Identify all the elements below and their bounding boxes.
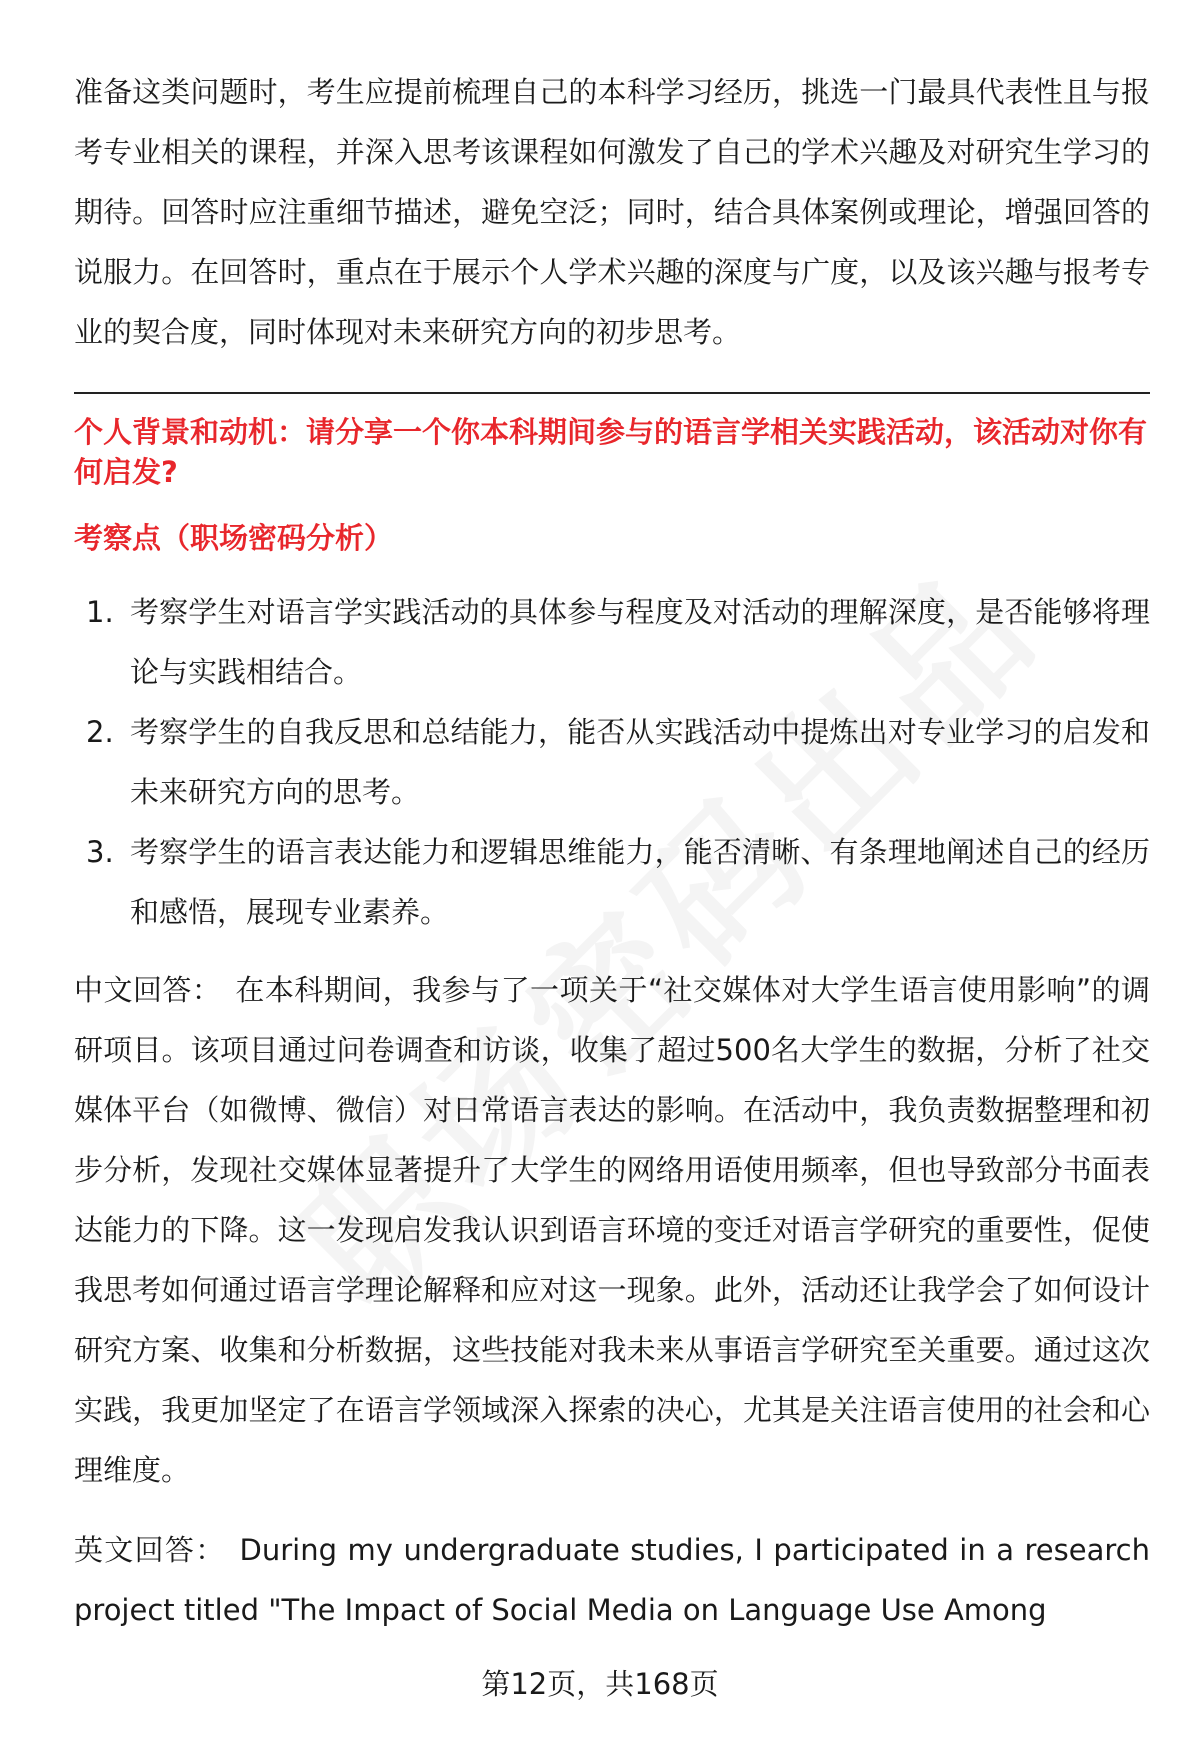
points-heading: 考察点（职场密码分析） — [74, 521, 394, 555]
list-item — [74, 822, 1150, 942]
list-item-number: 2. — [86, 715, 114, 749]
list-item-text: 考察学生的自我反思和总结能力，能否从实践活动中提炼出对专业学习的启发和未来研究方向的思考。 — [130, 715, 1150, 809]
list-item-text: 考察学生的语言表达能力和逻辑思维能力，能否清晰、有条理地阐述自己的经历和感悟，展现专业素养。 — [130, 835, 1150, 929]
page-number: 第12页，共168页 — [481, 1667, 719, 1701]
assessment-points-list — [74, 582, 1150, 942]
english-answer-label: 英文回答： — [74, 1533, 226, 1567]
english-answer — [74, 1520, 1150, 1640]
question-title: 个人背景和动机：请分享一个你本科期间参与的语言学相关实践活动，该活动对你有何启发? — [74, 415, 1148, 489]
list-item — [74, 582, 1150, 702]
list-item-text: 考察学生对语言学实践活动的具体参与程度及对活动的理解深度，是否能够将理论与实践相结合。 — [130, 595, 1150, 689]
chinese-answer-text: 在本科期间，我参与了一项关于“社交媒体对大学生语言使用影响”的调研项目。该项目通过问卷调查和访谈，收集了超过500名大学生的数据，分析了社交媒体平台（如微博、微信）对日常语言表达的影响。在活动中，我负责数据整理和初步分析，发现社交媒体显著提升了大学生的网络用语使用频率，但也导致部分书面表达能力的下降。这一发现启发我认识到语言环境的变迁对语言学研究的重要性，促使我思考如何通过语言学理论解释和应对这一现象。此外，活动还让我学会了如何设计研究方案、收集和分析数据，这些技能对我未来从事语言学研究至关重要。通过这次实践，我更加坚定了在语言学领域深入探索的决心，尤其是关注语言使用的社会和心理维度。 — [74, 973, 1150, 1487]
list-item-number: 1. — [86, 595, 114, 629]
english-answer-text: During my undergraduate studies, I participated in a research project titled "The Impact of Social Media on Language Use Among — [74, 1533, 1150, 1627]
list-item — [74, 702, 1150, 822]
chinese-answer-label: 中文回答： — [74, 973, 222, 1007]
chinese-answer — [74, 960, 1150, 1500]
intro-paragraph: 准备这类问题时，考生应提前梳理自己的本科学习经历，挑选一门最具代表性且与报考专业相关的课程，并深入思考该课程如何激发了自己的学术兴趣及对研究生学习的期待。回答时应注重细节描述，避免空泛；同时，结合具体案例或理论，增强回答的说服力。在回答时，重点在于展示个人学术兴趣的深度与广度，以及该兴趣与报考专业的契合度，同时体现对未来研究方向的初步思考。 — [74, 75, 1150, 349]
section-divider — [74, 392, 1150, 394]
document-page — [74, 62, 1150, 1640]
list-item-number: 3. — [86, 835, 114, 869]
